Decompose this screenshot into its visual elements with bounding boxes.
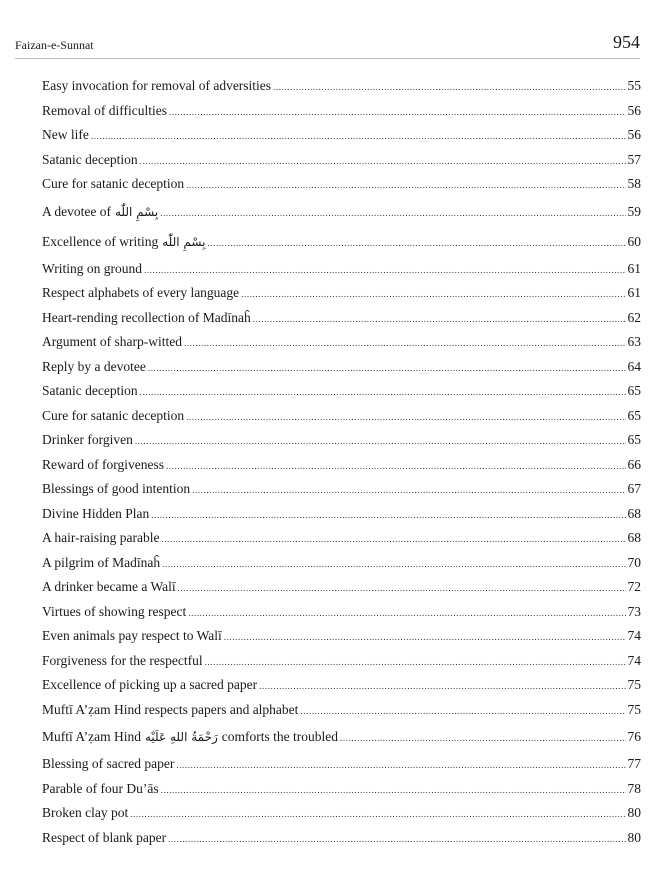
toc-entry-title: Muftī A’ẓam Hind — [42, 729, 141, 744]
toc-entry[interactable] — [42, 777, 641, 802]
dot-leader — [168, 827, 625, 852]
toc-entry-title-cont: comforts the troubled — [221, 729, 339, 744]
toc-entry[interactable] — [42, 148, 641, 173]
dot-leader — [144, 258, 626, 283]
toc-entry-page: 76 — [627, 729, 641, 744]
toc-entry-page: 56 — [627, 127, 641, 142]
toc-entry-title: A pilgrim of Madīnaĥ — [42, 554, 161, 570]
toc-entry-title: Heart-rending recollection of Madīnaĥ — [42, 309, 251, 325]
toc-entry[interactable] — [42, 330, 641, 355]
running-header — [15, 28, 640, 59]
toc-entry-title: Writing on ground — [42, 260, 142, 276]
dot-leader — [184, 331, 626, 356]
dot-leader — [186, 173, 625, 198]
toc-entry[interactable] — [42, 673, 641, 698]
toc-entry-page: 68 — [627, 505, 641, 521]
dot-leader — [169, 100, 626, 125]
toc-entry[interactable] — [42, 453, 641, 478]
toc-entry-page: 59 — [627, 203, 641, 219]
toc-entry-page: 66 — [627, 456, 641, 472]
toc-entry[interactable] — [42, 477, 641, 502]
page-number: 954 — [613, 32, 640, 52]
toc-entry[interactable] — [42, 379, 641, 404]
dot-leader — [140, 380, 626, 405]
dot-leader — [192, 478, 625, 503]
dot-leader — [166, 454, 626, 479]
toc-entry-page: 77 — [627, 756, 641, 771]
toc-entry[interactable] — [42, 197, 641, 227]
toc-entry-page: 74 — [627, 652, 641, 668]
toc-entry-title: Drinker forgiven — [42, 432, 133, 447]
toc-entry[interactable] — [42, 123, 641, 148]
dot-leader — [135, 429, 626, 454]
dot-leader — [148, 356, 626, 381]
toc-entry-title: Parable of four Du’ās — [42, 780, 159, 796]
toc-entry[interactable] — [42, 355, 641, 380]
toc-entry-page: 62 — [627, 309, 641, 325]
toc-entry-title: Reward of forgiveness — [42, 456, 164, 472]
toc-entry-page: 55 — [627, 78, 641, 93]
dot-leader — [259, 674, 625, 699]
toc-entry[interactable] — [42, 600, 641, 625]
toc-entry[interactable] — [42, 257, 641, 282]
toc-entry-title: A devotee of — [42, 203, 111, 219]
toc-entry[interactable] — [42, 172, 641, 197]
toc-entry-page: 68 — [627, 530, 641, 545]
toc-entry[interactable] — [42, 649, 641, 674]
toc-entry-page: 73 — [627, 603, 641, 619]
dot-leader — [273, 75, 625, 100]
dot-leader — [207, 228, 625, 258]
toc-entry[interactable] — [42, 306, 641, 331]
toc-entry-page: 75 — [627, 677, 641, 692]
toc-entry-title: Cure for satanic deception — [42, 407, 185, 423]
toc-entry-title: Easy invocation for removal of adversities — [42, 78, 272, 93]
dot-leader — [188, 601, 625, 626]
toc-entry-title: Respect alphabets of every language — [42, 285, 240, 300]
dot-leader — [340, 723, 625, 753]
toc-entry[interactable] — [42, 551, 641, 576]
toc-entry-page: 56 — [627, 102, 641, 118]
dot-leader — [161, 778, 626, 803]
toc-entry[interactable] — [42, 826, 641, 851]
dot-leader — [91, 124, 626, 149]
toc-entry[interactable] — [42, 74, 641, 99]
dot-leader — [186, 405, 625, 430]
toc-entry-title: Virtues of showing respect — [42, 603, 187, 619]
toc-entry-title: Excellence of writing — [42, 233, 159, 249]
dot-leader — [160, 198, 625, 228]
dot-leader — [151, 503, 625, 528]
toc-entry-title: Excellence of picking up a sacred paper — [42, 677, 258, 692]
toc-entry-title: Forgiveness for the respectful — [42, 652, 203, 668]
toc-entry-page: 65 — [627, 407, 641, 423]
toc-entry-title: New life — [42, 127, 89, 142]
dot-leader — [162, 552, 625, 577]
toc-entry[interactable] — [42, 99, 641, 124]
toc-entry-page: 75 — [627, 701, 641, 717]
toc-entry[interactable] — [42, 624, 641, 649]
toc-entry-page: 61 — [627, 285, 641, 300]
toc-entry-page: 72 — [627, 579, 641, 594]
toc-entry-title: A drinker became a Walī — [42, 579, 176, 594]
toc-entry[interactable] — [42, 404, 641, 429]
dot-leader — [176, 753, 625, 778]
toc-entry-page: 61 — [627, 260, 641, 276]
toc-entry-title: Divine Hidden Plan — [42, 505, 150, 521]
dot-leader — [253, 307, 626, 332]
toc-entry[interactable] — [42, 281, 641, 306]
toc-entry[interactable] — [42, 752, 641, 777]
toc-entry-arabic: رَحْمَةُ اللهِ عَلَيْه — [145, 730, 218, 744]
toc-entry-page: 74 — [627, 628, 641, 643]
toc-entry-page: 70 — [627, 554, 641, 570]
toc-entry-title: Muftī A’ẓam Hind respects papers and alphabet — [42, 701, 299, 717]
toc-entry-title: Reply by a devotee — [42, 358, 146, 374]
toc-entry-title: Blessings of good intention — [42, 481, 191, 496]
dot-leader — [241, 282, 625, 307]
toc-entry-title: Removal of difficulties — [42, 102, 167, 118]
dot-leader — [161, 527, 625, 552]
dot-leader — [140, 149, 626, 174]
toc-entry[interactable] — [42, 227, 641, 257]
toc-entry-title: Argument of sharp-witted — [42, 334, 182, 349]
toc-entry-title: Blessing of sacred paper — [42, 756, 175, 771]
toc-entry-page: 64 — [627, 358, 641, 374]
dot-leader — [224, 625, 626, 650]
toc-entry-title: Broken clay pot — [42, 805, 129, 820]
toc-entry-title: Respect of blank paper — [42, 829, 167, 845]
toc-entry[interactable] — [42, 502, 641, 527]
toc-entry-page: 57 — [627, 151, 641, 167]
toc-entry-title: Satanic deception — [42, 151, 138, 167]
toc-entry-page: 60 — [627, 233, 641, 249]
toc-entry[interactable] — [42, 428, 641, 453]
toc-entry[interactable] — [42, 801, 641, 826]
toc-entry-page: 80 — [627, 829, 641, 845]
dot-leader — [300, 699, 625, 724]
toc-entry-page: 65 — [627, 383, 641, 398]
toc-entry-page: 63 — [627, 334, 641, 349]
toc-entry[interactable] — [42, 575, 641, 600]
toc-entry-title: Cure for satanic deception — [42, 176, 185, 191]
toc-entry-title: Even animals pay respect to Walī — [42, 628, 222, 643]
toc-entry-page: 78 — [627, 780, 641, 796]
table-of-contents — [42, 74, 641, 850]
toc-entry-page: 80 — [627, 805, 641, 820]
book-title: Faizan-e-Sunnat — [15, 38, 94, 52]
dot-leader — [205, 650, 626, 675]
toc-entry-page: 65 — [627, 432, 641, 447]
toc-entry[interactable] — [42, 698, 641, 723]
toc-entry-page: 67 — [627, 481, 641, 496]
toc-entry-title: Satanic deception — [42, 383, 138, 398]
dot-leader — [178, 576, 626, 601]
toc-entry-arabic: بِسْمِ اللّٰه — [114, 204, 159, 219]
dot-leader — [130, 802, 625, 827]
toc-entry[interactable] — [42, 722, 641, 752]
toc-entry[interactable] — [42, 526, 641, 551]
toc-entry-page: 58 — [627, 176, 641, 191]
toc-entry-title: A hair-raising parable — [42, 530, 160, 545]
toc-entry-arabic: بِسْمِ اللّٰه — [162, 234, 206, 249]
